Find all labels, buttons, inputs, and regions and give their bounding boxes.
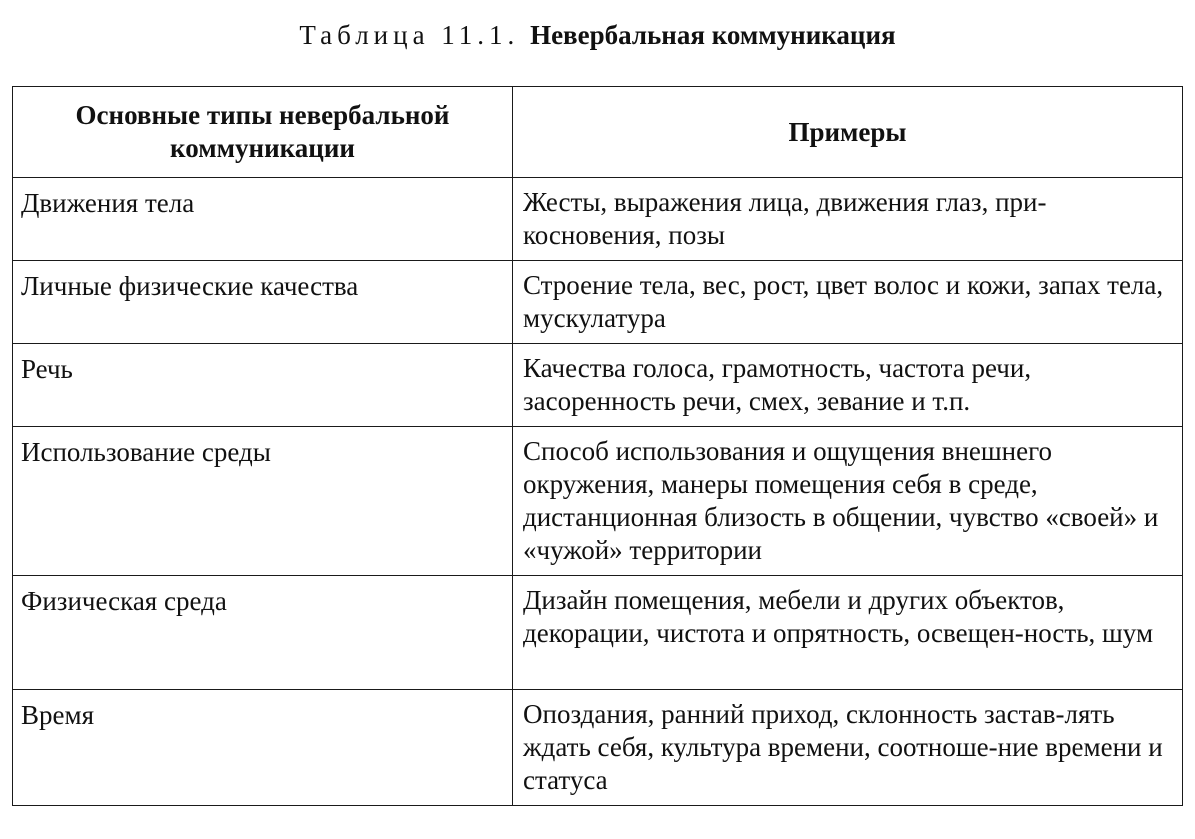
type-cell: Время <box>13 690 513 806</box>
table-row <box>13 427 1183 576</box>
type-cell: Физическая среда <box>13 576 513 690</box>
type-cell: Движения тела <box>13 178 513 261</box>
table-row <box>13 178 1183 261</box>
examples-cell: Жесты, выражения лица, движения глаз, при-косновения, позы <box>513 178 1183 261</box>
table-header-row <box>13 87 1183 178</box>
examples-cell: Строение тела, вес, рост, цвет волос и кожи, запах тела, мускулатура <box>513 261 1183 344</box>
table-row <box>13 261 1183 344</box>
examples-cell: Дизайн помещения, мебели и других объектов, декорации, чистота и опрятность, освещен-ность, шум <box>513 576 1183 690</box>
table-row <box>13 690 1183 806</box>
table-row <box>13 576 1183 690</box>
column-header-examples: Примеры <box>513 87 1183 178</box>
table-title: Невербальная коммуникация <box>530 20 896 50</box>
examples-cell: Опоздания, ранний приход, склонность застав-лять ждать себя, культура времени, соотноше-ние времени и статуса <box>513 690 1183 806</box>
type-cell: Личные физические качества <box>13 261 513 344</box>
table-row <box>13 344 1183 427</box>
table-number: Таблица 11.1. <box>299 20 520 50</box>
examples-cell: Способ использования и ощущения внешнего окружения, манеры помещения себя в среде, дистанционная близость в общении, чувство «своей» и «чужой» территории <box>513 427 1183 576</box>
nonverbal-communication-table <box>12 86 1183 806</box>
type-cell: Речь <box>13 344 513 427</box>
table-caption <box>0 18 1195 52</box>
examples-cell: Качества голоса, грамотность, частота речи, засоренность речи, смех, зевание и т.п. <box>513 344 1183 427</box>
type-cell: Использование среды <box>13 427 513 576</box>
column-header-types: Основные типы невербальной коммуникации <box>13 87 513 178</box>
